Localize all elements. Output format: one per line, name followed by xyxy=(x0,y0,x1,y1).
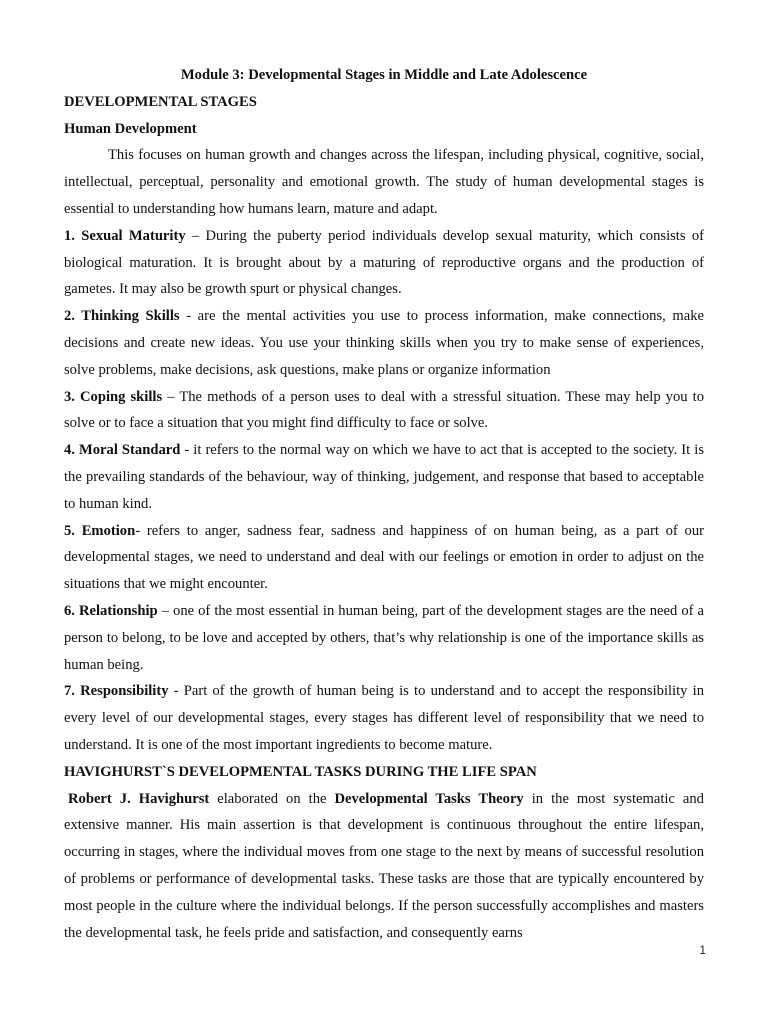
list-item xyxy=(64,518,704,598)
item-text: - it refers to the normal way on which we have to act that is accepted to the society. It is the prevailing standards of the behaviour, way of thinking, judgement, and response that based to acceptable to human kind. xyxy=(64,442,704,512)
list-item xyxy=(64,223,704,303)
havighurst-heading: HAVIGHURST`S DEVELOPMENTAL TASKS DURING THE LIFE SPAN xyxy=(64,763,537,780)
havighurst-paragraph xyxy=(64,786,704,947)
item-term: 1. Sexual Maturity xyxy=(64,227,186,244)
paragraph-text: elaborated on the xyxy=(209,790,335,807)
item-term: 2. Thinking Skills xyxy=(64,308,180,325)
item-text: - are the mental activities you use to process information, make connections, make decisions and create new ideas. You use your thinking skills when you try to make sense of experiences, solve problems, make decisions, ask questions, make plans or organize information xyxy=(64,308,704,378)
paragraph-text: in the most systematic and extensive manner. His main assertion is that development is continuous throughout the entire lifespan, occurring in stages, where the individual moves from one stage to the next by means of successful resolution of problems or performance of developmental tasks. These tasks are those that are typically encountered by most people in the culture where the individual belongs. If the person successfully accomplishes and masters the developmental task, he feels pride and satisfaction, and consequently earns xyxy=(64,790,704,941)
item-term: 6. Relationship xyxy=(64,602,158,619)
list-item xyxy=(64,384,704,438)
item-text: – one of the most essential in human being, part of the development stages are the need of a person to belong, to be love and accepted by others, that’s why relationship is one of the importance skills as human being. xyxy=(64,602,704,673)
list-item xyxy=(64,598,704,678)
document-page xyxy=(64,62,704,946)
list-item xyxy=(64,437,704,517)
document-title: Module 3: Developmental Stages in Middle and Late Adolescence xyxy=(180,67,588,83)
list-item xyxy=(64,303,704,383)
item-term: 3. Coping skills xyxy=(64,388,163,405)
item-term: 4. Moral Standard xyxy=(64,442,181,459)
page-number: 1 xyxy=(699,943,706,957)
item-text: – The methods of a person uses to deal with a stressful situation. These may help you to solve or to face a situation that you might find difficulty to face or solve. xyxy=(64,388,704,432)
item-term: 5. Emotion xyxy=(64,522,136,539)
item-text: - Part of the growth of human being is to understand and to accept the responsibility in every level of our developmental stages, every stages has different level of responsibility that we need to understand. It is one of the most important ingredients to become mature. xyxy=(64,683,704,753)
subheading: Human Development xyxy=(64,120,197,137)
item-text: – During the puberty period individuals develop sexual maturity, which consists of biological maturation. It is brought about by a maturing of reproductive organs and the production of gametes. It may also be growth spurt or physical changes. xyxy=(64,227,704,298)
item-text: - refers to anger, sadness fear, sadness and happiness of on human being, as a part of our developmental stages, we need to understand and deal with our feelings or emotion in order to adjust on the situations that we might encounter. xyxy=(64,522,704,593)
list-item xyxy=(64,678,704,758)
section-heading: DEVELOPMENTAL STAGES xyxy=(64,93,257,110)
intro-paragraph: This focuses on human growth and changes across the lifespan, including physical, cognitive, social, intellectual, perceptual, personality and emotional growth. The study of human developmental stages is essential to understanding how humans learn, mature and adapt. xyxy=(64,147,704,217)
author-name: Robert J. Havighurst xyxy=(68,790,210,807)
item-term: 7. Responsibility xyxy=(64,683,169,700)
theory-name: Developmental Tasks Theory xyxy=(334,790,524,807)
